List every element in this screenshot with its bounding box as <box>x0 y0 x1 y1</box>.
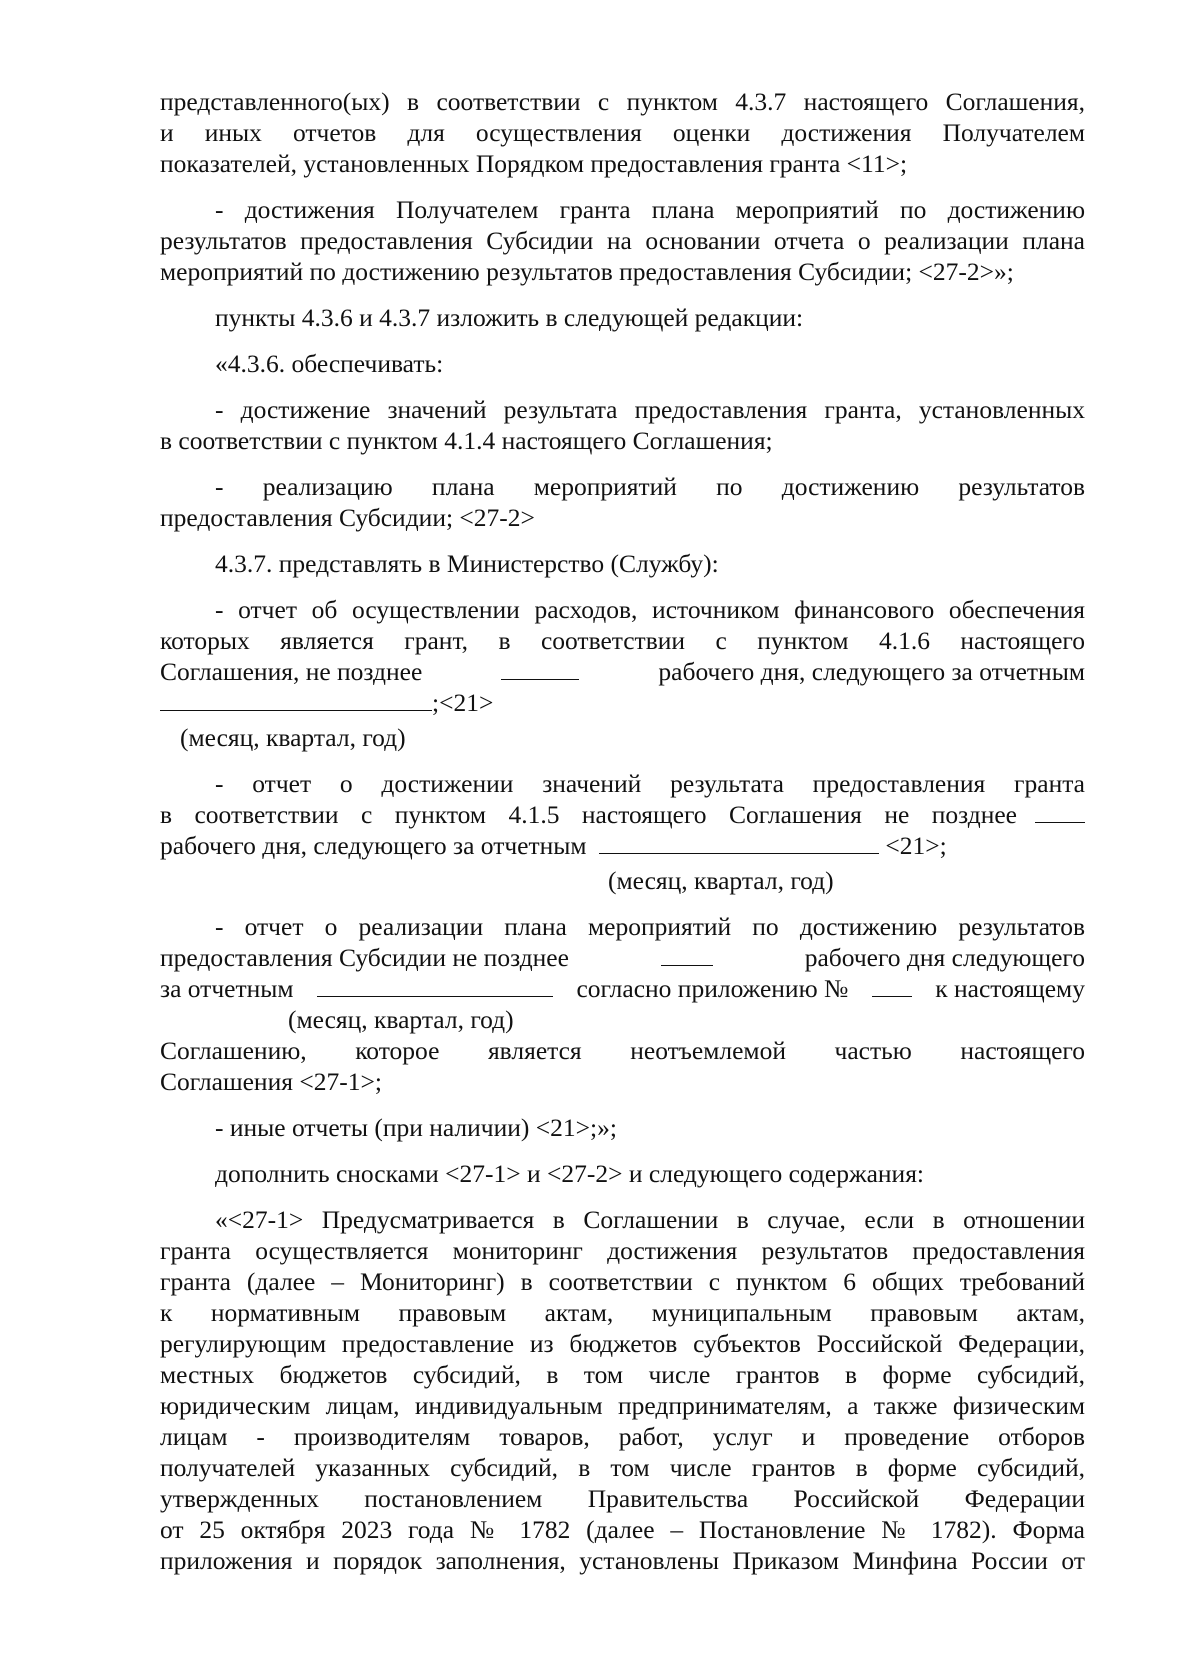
paragraph-4-3-7-heading: 4.3.7. представлять в Министерство (Службу): <box>215 549 719 578</box>
text-line-with-blank <box>160 942 1085 973</box>
blank-field-days <box>501 657 579 680</box>
paragraph-footnote-27-1 <box>160 1204 1085 1576</box>
text-segment: Соглашения, не позднее <box>160 657 423 686</box>
blank-field-appendix-number <box>872 974 912 997</box>
text-line-with-blank <box>160 830 1085 861</box>
paragraph-reports-continuation <box>160 86 1085 179</box>
text-line: предоставления Субсидии; <27-2> <box>160 503 535 532</box>
text-line: - отчет о достижении значений результата предоставления гранта <box>215 769 1085 798</box>
text-line: гранта (далее – Мониторинг) в соответствии с пунктом 6 общих требований <box>160 1267 1085 1296</box>
text-line: мероприятий по достижению результатов предоставления Субсидии; <27-2>»; <box>160 257 1014 286</box>
text-line: Соглашению, которое является неотъемлемой частью настоящего <box>160 1036 1085 1065</box>
text-segment: рабочего дня следующего <box>804 943 1085 972</box>
paragraph-other-reports: - иные отчеты (при наличии) <21>;»; <box>215 1113 617 1142</box>
text-line: регулирующим предоставление из бюджетов субъектов Российской Федерации, <box>160 1329 1085 1358</box>
paragraph-4-3-6-heading: «4.3.6. обеспечивать: <box>215 349 444 378</box>
text-line: показателей, установленных Порядком предоставления гранта <11>; <box>160 149 908 178</box>
text-line: - достижения Получателем гранта плана мероприятий по достижению <box>215 195 1085 224</box>
text-line: утвержденных постановлением Правительства Российской Федерации <box>160 1484 1085 1513</box>
text-line: от 25 октября 2023 года № 1782 (далее – Постановление № 1782). Форма <box>160 1515 1085 1544</box>
text-segment: ;<21> <box>432 688 494 717</box>
blank-field-days <box>1035 800 1085 823</box>
text-segment: к настоящему <box>935 974 1085 1003</box>
text-line: приложения и порядок заполнения, установлены Приказом Минфина России от <box>160 1546 1085 1575</box>
text-line: - отчет об осуществлении расходов, источником финансового обеспечения <box>215 595 1085 624</box>
text-line: в соответствии с пунктом 4.1.4 настоящего Соглашения; <box>160 426 773 455</box>
text-segment: рабочего дня, следующего за отчетным <box>658 657 1085 686</box>
text-line: получателей указанных субсидий, в том числе грантов в форме субсидий, <box>160 1453 1085 1482</box>
text-segment: за отчетным <box>160 974 294 1003</box>
text-segment: согласно приложению № <box>576 974 849 1003</box>
text-line: результатов предоставления Субсидии на основании отчета о реализации плана <box>160 226 1085 255</box>
text-line: - достижение значений результата предоставления гранта, установленных <box>215 395 1085 424</box>
text-line: - реализацию плана мероприятий по достижению результатов <box>215 472 1085 501</box>
text-line: - отчет о реализации плана мероприятий по достижению результатов <box>215 912 1085 941</box>
text-line-with-blank <box>160 687 1085 718</box>
paragraph-result-values <box>160 394 1085 456</box>
text-segment: рабочего дня, следующего за отчетным <box>160 831 587 860</box>
paragraph-add-footnotes: дополнить сносками <27-1> и <27-2> и следующего содержания: <box>215 1159 925 1188</box>
text-line: Соглашения <27-1>; <box>160 1067 382 1096</box>
period-caption: (месяц, квартал, год) <box>608 866 834 895</box>
paragraph-plan-implementation <box>160 471 1085 533</box>
blank-field-period <box>317 974 553 997</box>
text-line-with-blank <box>160 799 1085 830</box>
text-line-with-blank <box>160 656 1085 687</box>
text-line: «<27-1> Предусматривается в Соглашении в случае, если в отношении <box>215 1205 1085 1234</box>
text-line: местных бюджетов субсидий, в том числе грантов в форме субсидий, <box>160 1360 1085 1389</box>
paragraph-amend-points: пункты 4.3.6 и 4.3.7 изложить в следующей редакции: <box>215 303 804 332</box>
document-page <box>160 86 1085 1576</box>
blank-field-days <box>661 943 713 966</box>
text-segment: <21>; <box>885 831 947 860</box>
text-line: лицам - производителям товаров, работ, услуг и проведение отборов <box>160 1422 1085 1451</box>
paragraph-result-report <box>160 768 1085 896</box>
paragraph-plan-report <box>160 911 1085 1097</box>
paragraph-plan-achievement <box>160 194 1085 287</box>
period-caption: (месяц, квартал, год) <box>288 1005 514 1034</box>
text-line: представленного(ых) в соответствии с пунктом 4.3.7 настоящего Соглашения, <box>160 87 1085 116</box>
text-line: гранта осуществляется мониторинг достижения результатов предоставления <box>160 1236 1085 1265</box>
text-line: которых является грант, в соответствии с пунктом 4.1.6 настоящего <box>160 626 1085 655</box>
text-segment: в соответствии с пунктом 4.1.5 настоящего Соглашения не позднее <box>160 800 1017 829</box>
paragraph-expenses-report <box>160 594 1085 753</box>
text-line: юридическим лицам, индивидуальным предпринимателям, а также физическим <box>160 1391 1085 1420</box>
text-line: к нормативным правовым актам, муниципальным правовым актам, <box>160 1298 1085 1327</box>
blank-field-period <box>599 831 879 854</box>
text-line-with-blank <box>160 973 1085 1004</box>
blank-field-period <box>160 688 432 711</box>
text-line: и иных отчетов для осуществления оценки достижения Получателем <box>160 118 1085 147</box>
period-caption: (месяц, квартал, год) <box>180 723 406 752</box>
text-segment: предоставления Субсидии не позднее <box>160 943 569 972</box>
